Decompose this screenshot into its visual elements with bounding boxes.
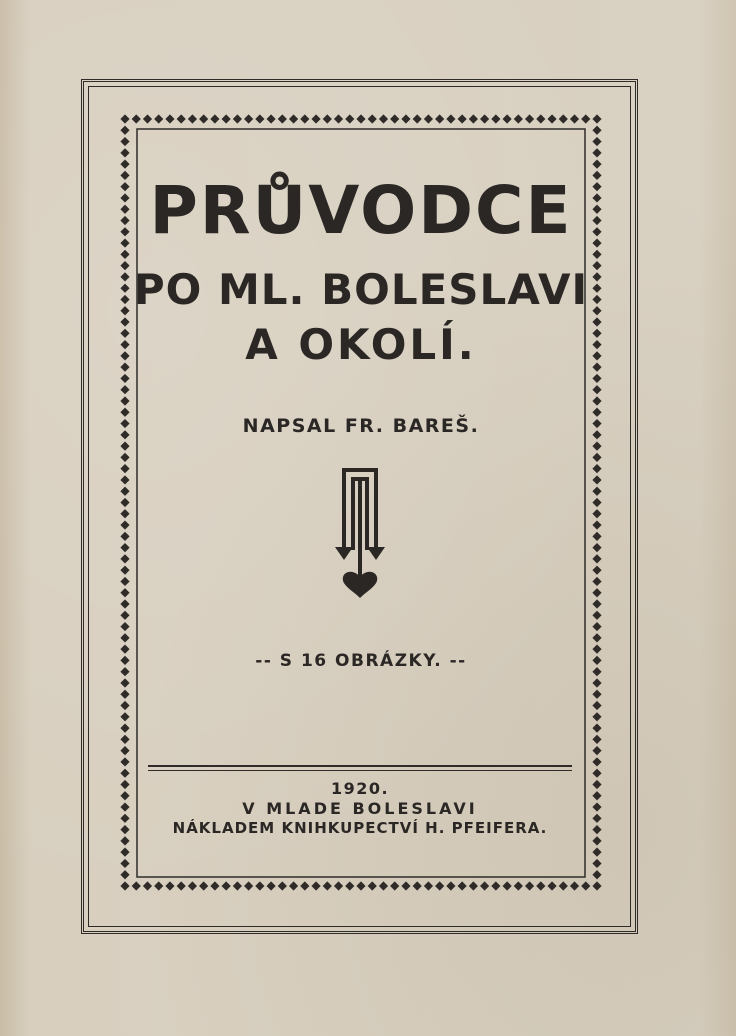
author-line: NAPSAL FR. BAREŠ. <box>242 415 480 437</box>
title-line-2: PO ML. BOLESLAVI <box>133 265 589 314</box>
publication-place: V MLADE BOLESLAVI <box>242 799 478 818</box>
divider-rule-thin <box>148 770 572 771</box>
publication-year: 1920. <box>330 779 390 798</box>
title-line-1: PRŮVODCE <box>149 172 573 249</box>
publisher-line: NÁKLADEM KNIHKUPECTVÍ H. PFEIFERA. <box>172 819 548 837</box>
illustrations-note: -- S 16 OBRÁZKY. -- <box>255 651 467 671</box>
divider-rule <box>148 765 572 767</box>
title-line-3: A OKOLÍ. <box>245 320 477 369</box>
